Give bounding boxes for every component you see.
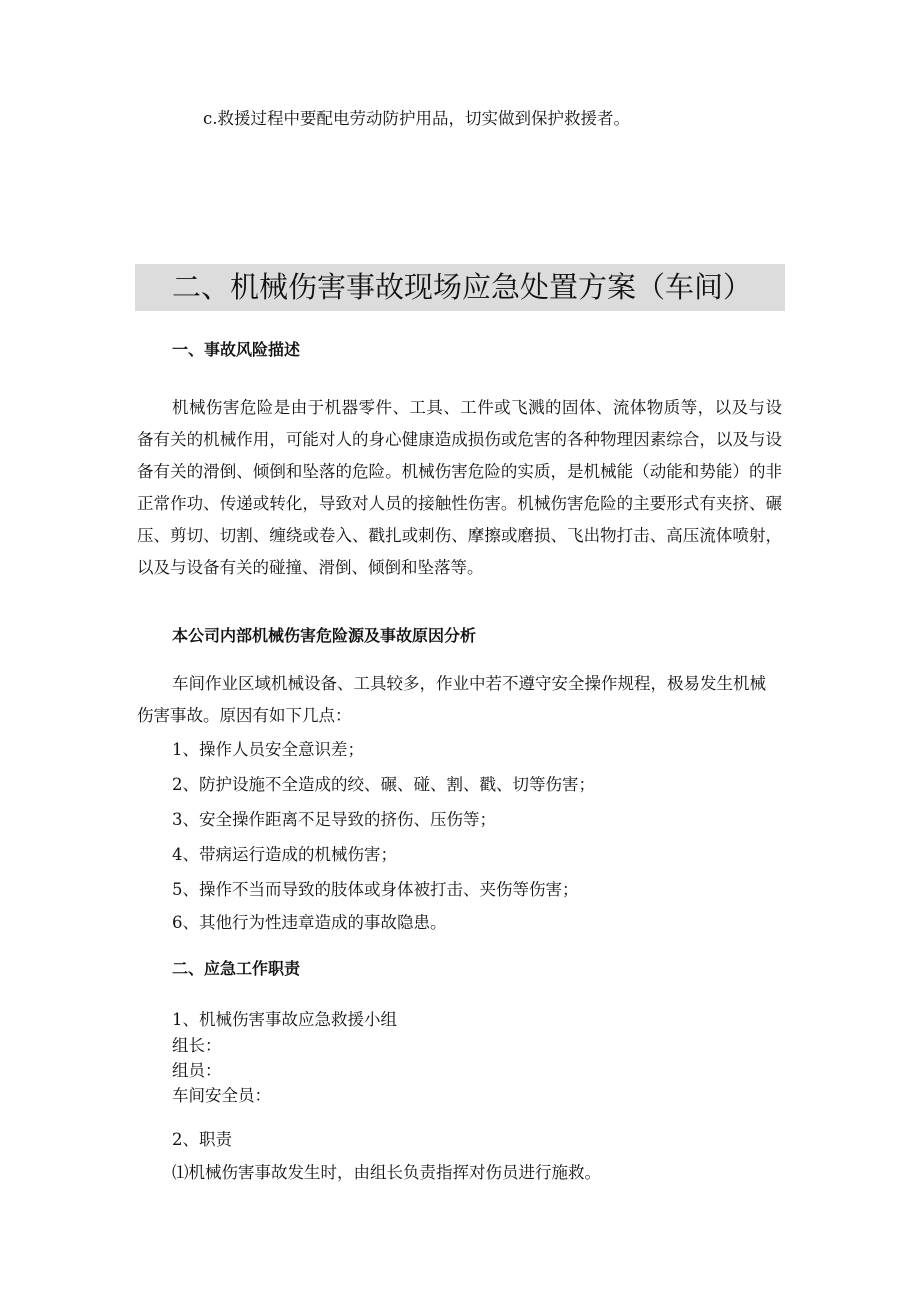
section-title: 二、机械伤害事故现场应急处置方案（车间） (172, 270, 753, 304)
rescue-team-title: 1、机械伤害事故应急救援小组 (172, 1010, 397, 1029)
hazard-analysis-heading: 本公司内部机械伤害危险源及事故原因分析 (172, 626, 477, 645)
cause-item: 2、防护设施不全造成的绞、碾、碰、割、戳、切等伤害； (172, 775, 595, 794)
cause-item: 4、带病运行造成的机械伤害； (172, 845, 397, 864)
hazard-intro-line-2: 伤害事故。原因有如下几点： (137, 706, 352, 725)
cause-item: 5、操作不当而导致的肢体或身体被打击、夹伤等伤害； (172, 880, 579, 899)
safety-officer-label: 车间安全员： (172, 1086, 271, 1105)
hazard-intro-line-1: 车间作业区域机械设备、工具较多，作业中若不遵守安全操作规程，极易发生机械 (172, 674, 766, 693)
duties-title: 2、职责 (172, 1130, 232, 1149)
emergency-duties-heading: 二、应急工作职责 (172, 959, 301, 978)
risk-description-paragraph: 机械伤害危险是由于机器零件、工具、工件或飞溅的固体、流体物质等，以及与设备有关的机械作用，可能对人的身心健康造成损伤或危害的各种物理因素综合，以及与设备有关的滑倒、倾倒和坠落的危险。机械伤害危险的实质，是机械能（动能和势能）的非正常作功、传递或转化，导致对人员的接触性伤害。机械伤害危险的主要形式有夹挤、碾压、剪切、切割、缠绕或卷入、戳扎或刺伤、摩擦或磨损、飞出物打击、高压流体喷射，以及与设备有关的碰撞、滑倒、倾倒和坠落等。 (137, 398, 782, 577)
rescue-protection-line: c.救援过程中要配电劳动防护用品，切实做到保护救援者。 (203, 109, 630, 128)
cause-item: 6、其他行为性违章造成的事故隐患。 (172, 913, 447, 932)
risk-description-heading: 一、事故风险描述 (172, 340, 301, 359)
team-members-label: 组员： (172, 1061, 222, 1080)
duty-item: ⑴机械伤害事故发生时，由组长负责指挥对伤员进行施救。 (172, 1163, 601, 1182)
cause-item: 3、安全操作距离不足导致的挤伤、压伤等； (172, 810, 496, 829)
cause-item: 1、操作人员安全意识差； (172, 740, 364, 759)
team-leader-label: 组长： (172, 1036, 222, 1055)
